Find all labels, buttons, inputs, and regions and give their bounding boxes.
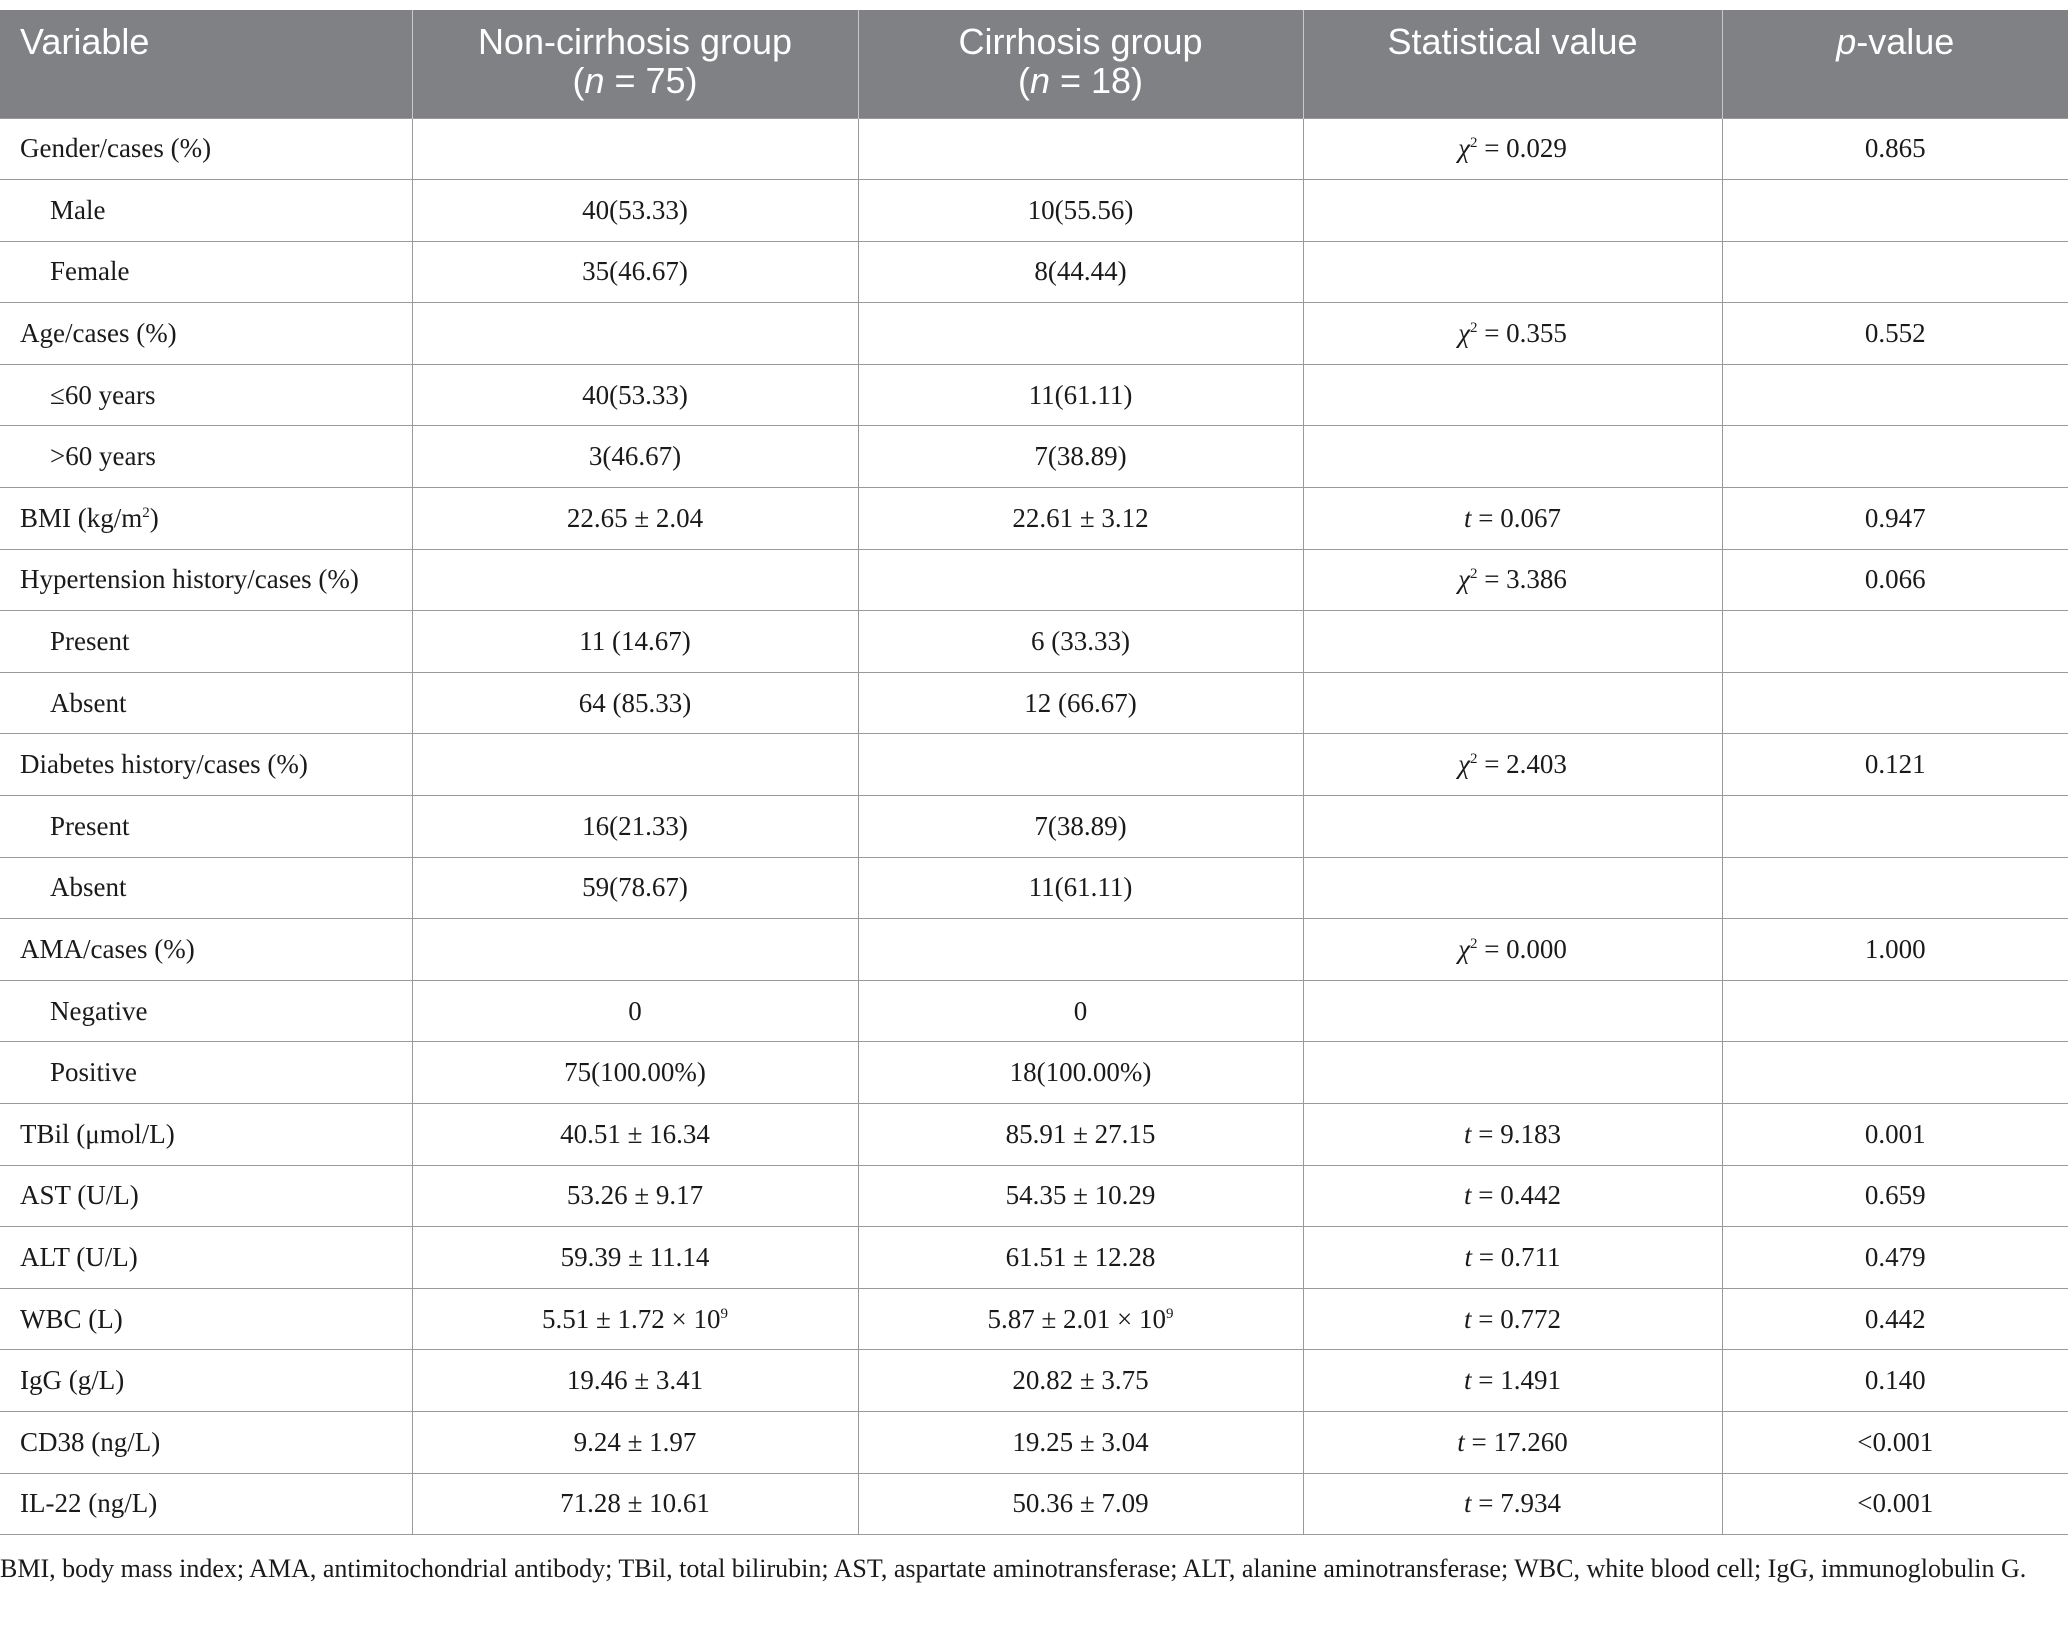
p-value (1722, 1042, 2068, 1104)
statistical-value: $\chi^2 = 0.029$ (1303, 118, 1722, 180)
non-cirrhosis-value (412, 734, 858, 796)
table-row (0, 1227, 2068, 1289)
non-cirrhosis-value: 64 (85.33) (412, 672, 858, 734)
cirrhosis-value: 8(44.44) (858, 241, 1303, 303)
statistical-value: t = 0.772 (1303, 1288, 1722, 1350)
non-cirrhosis-value: 59(78.67) (412, 857, 858, 919)
statistical-value: t = 1.491 (1303, 1350, 1722, 1412)
p-value: 0.552 (1722, 303, 2068, 365)
comparison-table (0, 10, 2068, 1535)
p-value: 0.479 (1722, 1227, 2068, 1289)
table-row (0, 1165, 2068, 1227)
p-value (1722, 796, 2068, 858)
table-row (0, 672, 2068, 734)
statistical-value: t = 17.260 (1303, 1411, 1722, 1473)
row-label: WBC (L) (0, 1288, 412, 1350)
table-row (0, 980, 2068, 1042)
row-label: >60 years (0, 426, 412, 488)
row-label: IL-22 (ng/L) (0, 1473, 412, 1535)
table-row (0, 118, 2068, 180)
non-cirrhosis-value: 40(53.33) (412, 180, 858, 242)
cirrhosis-value: 6 (33.33) (858, 611, 1303, 673)
row-label: ALT (U/L) (0, 1227, 412, 1289)
table-row (0, 857, 2068, 919)
p-value (1722, 180, 2068, 242)
p-value: 0.121 (1722, 734, 2068, 796)
table-row (0, 303, 2068, 365)
statistical-value: $\chi^2 = 2.403$ (1303, 734, 1722, 796)
non-cirrhosis-value (412, 118, 858, 180)
row-label: Hypertension history/cases (%) (0, 549, 412, 611)
cirrhosis-value: 11(61.11) (858, 857, 1303, 919)
non-cirrhosis-value: 53.26 ± 9.17 (412, 1165, 858, 1227)
table-header (0, 10, 2068, 118)
statistical-value: t = 7.934 (1303, 1473, 1722, 1535)
non-cirrhosis-value: 0 (412, 980, 858, 1042)
non-cirrhosis-value: 75(100.00%) (412, 1042, 858, 1104)
p-value: 0.140 (1722, 1350, 2068, 1412)
non-cirrhosis-value (412, 919, 858, 981)
p-value (1722, 611, 2068, 673)
table-row (0, 1350, 2068, 1412)
cirrhosis-value: 11(61.11) (858, 364, 1303, 426)
statistical-value (1303, 1042, 1722, 1104)
cirrhosis-value: 50.36 ± 7.09 (858, 1473, 1303, 1535)
row-label: Negative (0, 980, 412, 1042)
table-row (0, 241, 2068, 303)
table-row (0, 180, 2068, 242)
row-label: AST (U/L) (0, 1165, 412, 1227)
cirrhosis-value: 54.35 ± 10.29 (858, 1165, 1303, 1227)
cirrhosis-value: 22.61 ± 3.12 (858, 488, 1303, 550)
row-label: Present (0, 611, 412, 673)
p-value (1722, 364, 2068, 426)
table-row (0, 549, 2068, 611)
cirrhosis-value (858, 919, 1303, 981)
non-cirrhosis-value: $5.51 \pm 1.72 \times 10^9$ (412, 1288, 858, 1350)
non-cirrhosis-value: 40(53.33) (412, 364, 858, 426)
cirrhosis-value (858, 734, 1303, 796)
row-label: Gender/cases (%) (0, 118, 412, 180)
table-row (0, 796, 2068, 858)
non-cirrhosis-value: 59.39 ± 11.14 (412, 1227, 858, 1289)
header-statistical-value: Statistical value (1303, 10, 1722, 118)
non-cirrhosis-value: 35(46.67) (412, 241, 858, 303)
non-cirrhosis-value: 11 (14.67) (412, 611, 858, 673)
statistical-value (1303, 672, 1722, 734)
p-value: 0.865 (1722, 118, 2068, 180)
statistical-value (1303, 796, 1722, 858)
table-row (0, 1473, 2068, 1535)
statistical-value: $\chi^2 = 0.355$ (1303, 303, 1722, 365)
row-label: Male (0, 180, 412, 242)
p-value: 0.947 (1722, 488, 2068, 550)
cirrhosis-value: 61.51 ± 12.28 (858, 1227, 1303, 1289)
row-label: Age/cases (%) (0, 303, 412, 365)
row-label: Present (0, 796, 412, 858)
row-label: Female (0, 241, 412, 303)
p-value (1722, 857, 2068, 919)
p-value (1722, 241, 2068, 303)
cirrhosis-value: $5.87 \pm 2.01 \times 10^9$ (858, 1288, 1303, 1350)
statistical-value (1303, 980, 1722, 1042)
p-value (1722, 980, 2068, 1042)
header-variable: Variable (0, 10, 412, 118)
non-cirrhosis-value: 40.51 ± 16.34 (412, 1104, 858, 1166)
row-label: IgG (g/L) (0, 1350, 412, 1412)
row-label: Absent (0, 857, 412, 919)
row-label: ≤60 years (0, 364, 412, 426)
non-cirrhosis-value (412, 549, 858, 611)
table-row (0, 426, 2068, 488)
p-value: 0.001 (1722, 1104, 2068, 1166)
header-cirrhosis: Cirrhosis group (n = 18) (858, 10, 1303, 118)
row-label: TBil (μmol/L) (0, 1104, 412, 1166)
cirrhosis-value: 18(100.00%) (858, 1042, 1303, 1104)
cirrhosis-value: 20.82 ± 3.75 (858, 1350, 1303, 1412)
p-value: 0.066 (1722, 549, 2068, 611)
cirrhosis-value (858, 549, 1303, 611)
row-label: CD38 (ng/L) (0, 1411, 412, 1473)
non-cirrhosis-value (412, 303, 858, 365)
table-footnote: BMI, body mass index; AMA, antimitochondrial antibody; TBil, total bilirubin; AST, aspartate aminotransferase; ALT, alanine aminotransferase; WBC, white blood cell; IgG, immunoglobulin G. (0, 1554, 2027, 1583)
p-value (1722, 426, 2068, 488)
statistical-value: $\chi^2 = 0.000$ (1303, 919, 1722, 981)
statistical-value: t = 0.442 (1303, 1165, 1722, 1227)
p-value: <0.001 (1722, 1473, 2068, 1535)
table-row (0, 611, 2068, 673)
cirrhosis-value: 12 (66.67) (858, 672, 1303, 734)
statistical-value: $\chi^2 = 3.386$ (1303, 549, 1722, 611)
header-non-cirrhosis: Non-cirrhosis group (n = 75) (412, 10, 858, 118)
table-row (0, 1042, 2068, 1104)
row-label: BMI $(kg/m^2)$ (0, 488, 412, 550)
statistical-value: t = 9.183 (1303, 1104, 1722, 1166)
statistical-value (1303, 241, 1722, 303)
table-body (0, 118, 2068, 1535)
comparison-table-container (0, 10, 2068, 1535)
cirrhosis-value (858, 303, 1303, 365)
statistical-value (1303, 426, 1722, 488)
table-row (0, 734, 2068, 796)
p-value: 0.659 (1722, 1165, 2068, 1227)
cirrhosis-value: 85.91 ± 27.15 (858, 1104, 1303, 1166)
cirrhosis-value: 10(55.56) (858, 180, 1303, 242)
cirrhosis-value: 19.25 ± 3.04 (858, 1411, 1303, 1473)
p-value (1722, 672, 2068, 734)
statistical-value (1303, 857, 1722, 919)
row-label: Positive (0, 1042, 412, 1104)
statistical-value (1303, 364, 1722, 426)
p-value: 1.000 (1722, 919, 2068, 981)
non-cirrhosis-value: 19.46 ± 3.41 (412, 1350, 858, 1412)
statistical-value (1303, 180, 1722, 242)
statistical-value: t = 0.067 (1303, 488, 1722, 550)
table-row (0, 919, 2068, 981)
cirrhosis-value: 7(38.89) (858, 426, 1303, 488)
table-row (0, 488, 2068, 550)
table-row (0, 1288, 2068, 1350)
non-cirrhosis-value: 22.65 ± 2.04 (412, 488, 858, 550)
p-value: <0.001 (1722, 1411, 2068, 1473)
statistical-value (1303, 611, 1722, 673)
statistical-value: t = 0.711 (1303, 1227, 1722, 1289)
non-cirrhosis-value: 16(21.33) (412, 796, 858, 858)
header-p-value: p-value (1722, 10, 2068, 118)
cirrhosis-value: 0 (858, 980, 1303, 1042)
row-label: Diabetes history/cases (%) (0, 734, 412, 796)
table-row (0, 1104, 2068, 1166)
cirrhosis-value (858, 118, 1303, 180)
row-label: AMA/cases (%) (0, 919, 412, 981)
table-row (0, 364, 2068, 426)
non-cirrhosis-value: 3(46.67) (412, 426, 858, 488)
row-label: Absent (0, 672, 412, 734)
cirrhosis-value: 7(38.89) (858, 796, 1303, 858)
header-row (0, 10, 2068, 118)
non-cirrhosis-value: 71.28 ± 10.61 (412, 1473, 858, 1535)
table-row (0, 1411, 2068, 1473)
non-cirrhosis-value: 9.24 ± 1.97 (412, 1411, 858, 1473)
p-value: 0.442 (1722, 1288, 2068, 1350)
